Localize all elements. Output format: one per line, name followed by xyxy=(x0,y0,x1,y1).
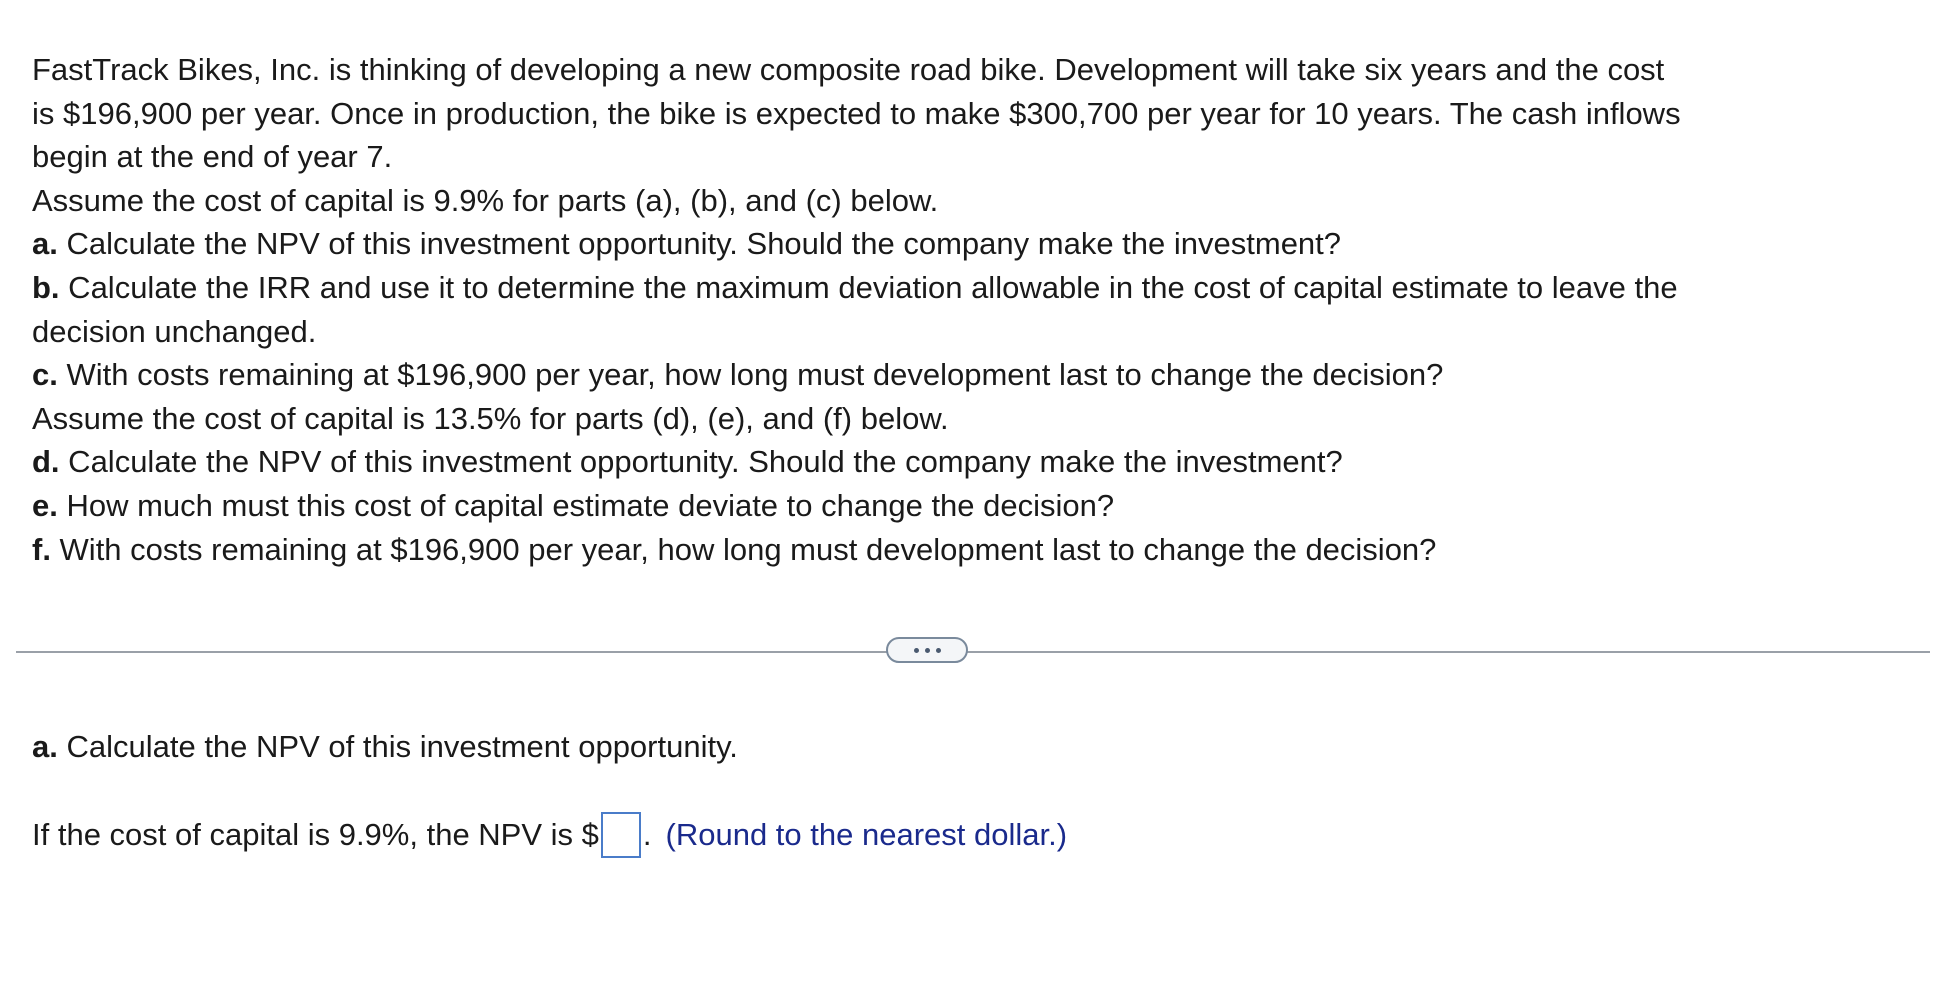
part-d-body: Calculate the NPV of this investment opportunity. Should the company make the investment? xyxy=(59,444,1343,480)
part-b-body: Calculate the IRR and use it to determine the maximum deviation allowable in the cost of capital estimate to leave the xyxy=(59,269,1678,305)
current-question xyxy=(32,727,738,767)
ellipsis-icon xyxy=(914,648,919,653)
npv-answer-input[interactable] xyxy=(601,812,641,858)
part-e-body: How much must this cost of capital estimate deviate to change the decision? xyxy=(57,487,1115,523)
assumption-abc: Assume the cost of capital is 9.9% for parts (a), (b), and (c) below. xyxy=(32,182,939,218)
answer-suffix: . xyxy=(642,817,652,852)
assumption-def: Assume the cost of capital is 13.5% for parts (d), (e), and (f) below. xyxy=(32,400,949,436)
part-b-text xyxy=(32,266,1922,310)
ellipsis-icon-dot-3 xyxy=(936,648,941,653)
part-a-body: Calculate the NPV of this investment opportunity. Should the company make the investment? xyxy=(57,226,1342,262)
part-f-letter: f. xyxy=(32,531,51,567)
answer-prefix: If the cost of capital is 9.9%, the NPV is $ xyxy=(32,817,599,852)
part-c-text xyxy=(32,353,1922,397)
problem-statement xyxy=(32,48,1922,571)
part-f-text xyxy=(32,528,1922,572)
part-a-letter: a. xyxy=(32,226,58,262)
expand-more-button[interactable] xyxy=(886,637,968,663)
question-letter: a. xyxy=(32,729,58,764)
part-d-text xyxy=(32,440,1922,484)
part-b-text-cont: decision unchanged. xyxy=(32,313,317,349)
section-divider xyxy=(16,651,1930,653)
rounding-hint: (Round to the nearest dollar.) xyxy=(665,817,1068,852)
part-f-body: With costs remaining at $196,900 per year, how long must development last to change the decision? xyxy=(50,531,1437,567)
ellipsis-icon-dot-2 xyxy=(925,648,930,653)
part-d-letter: d. xyxy=(32,444,60,480)
intro-line-3: begin at the end of year 7. xyxy=(32,139,393,175)
part-e-letter: e. xyxy=(32,487,58,523)
part-b-letter: b. xyxy=(32,269,60,305)
part-c-letter: c. xyxy=(32,357,58,393)
answer-line xyxy=(32,812,1067,858)
intro-line-2: is $196,900 per year. Once in production, the bike is expected to make $300,700 per year for 10 years. The cash inflows xyxy=(32,95,1681,131)
intro-line-1: FastTrack Bikes, Inc. is thinking of developing a new composite road bike. Development will take six years and the cost xyxy=(32,52,1665,87)
part-c-body: With costs remaining at $196,900 per year, how long must development last to change the decision? xyxy=(57,357,1444,393)
question-text: Calculate the NPV of this investment opportunity. xyxy=(57,729,738,764)
part-e-text xyxy=(32,484,1922,528)
part-a-text xyxy=(32,222,1922,266)
